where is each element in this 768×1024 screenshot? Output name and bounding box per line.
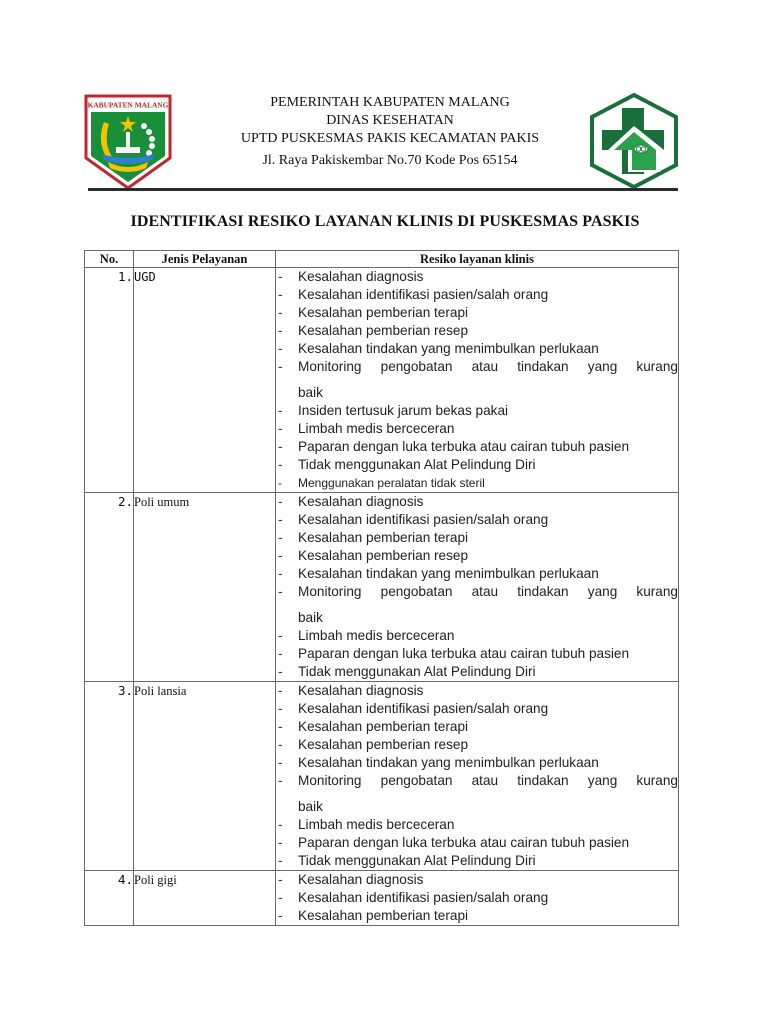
risk-list	[276, 493, 678, 681]
risk-item: - Paparan dengan luka terbuka atau cairan tubuh pasien	[276, 438, 678, 456]
risk-item: - Paparan dengan luka terbuka atau cairan tubuh pasien	[276, 834, 678, 852]
risk-list-cell	[276, 493, 679, 682]
table-row	[85, 493, 679, 682]
risk-item: - Monitoring pengobatan atau tindakan yang kurang	[276, 772, 678, 790]
risk-item: - Tidak menggunakan Alat Pelindung Diri	[276, 852, 678, 870]
risk-item: - Kesalahan identifikasi pasien/salah orang	[276, 286, 678, 304]
row-number: 1.	[85, 268, 134, 493]
risk-list	[276, 682, 678, 870]
letterhead-address: Jl. Raya Pakiskembar No.70 Kode Pos 65154	[262, 153, 518, 168]
risk-item: - Kesalahan diagnosis	[276, 493, 678, 511]
risk-item: - Paparan dengan luka terbuka atau cairan tubuh pasien	[276, 645, 678, 663]
letterhead-department: DINAS KESEHATAN	[326, 113, 454, 128]
risk-item: - Monitoring pengobatan atau tindakan yang kurang	[276, 583, 678, 601]
risk-item: - Limbah medis berceceran	[276, 420, 678, 438]
row-number: 4.	[85, 871, 134, 926]
risk-item: - Kesalahan diagnosis	[276, 268, 678, 286]
risk-item: - Limbah medis berceceran	[276, 627, 678, 645]
risk-item: - Tidak menggunakan Alat Pelindung Diri	[276, 663, 678, 681]
risk-item: - Kesalahan pemberian terapi	[276, 304, 678, 322]
risk-item: - Kesalahan identifikasi pasien/salah orang	[276, 511, 678, 529]
risk-item: - Kesalahan tindakan yang menimbulkan perlukaan	[276, 565, 678, 583]
letterhead-government: PEMERINTAH KABUPATEN MALANG	[270, 95, 510, 110]
risk-item-continuation: baik	[298, 385, 323, 400]
service-name: Poli umum	[134, 493, 276, 682]
risk-item: - Tidak menggunakan Alat Pelindung Diri	[276, 456, 678, 474]
clinical-risk-table	[84, 250, 679, 926]
table-header-row	[85, 251, 679, 268]
kabupaten-malang-emblem-icon	[82, 92, 174, 190]
risk-item: - Limbah medis berceceran	[276, 816, 678, 834]
svg-text:KABUPATEN MALANG: KABUPATEN MALANG	[87, 100, 169, 110]
risk-list	[276, 871, 678, 925]
risk-item: - Kesalahan pemberian terapi	[276, 529, 678, 547]
risk-item: - Kesalahan tindakan yang menimbulkan perlukaan	[276, 340, 678, 358]
risk-item: - Kesalahan pemberian resep	[276, 547, 678, 565]
risk-item: - Insiden tertusuk jarum bekas pakai	[276, 402, 678, 420]
risk-item: - Kesalahan identifikasi pasien/salah orang	[276, 889, 678, 907]
risk-item: - Kesalahan pemberian terapi	[276, 718, 678, 736]
risk-list-cell	[276, 871, 679, 926]
letterhead-institution: UPTD PUSKESMAS PAKIS KECAMATAN PAKIS	[240, 131, 540, 146]
risk-item: - Menggunakan peralatan tidak steril	[276, 474, 678, 492]
table-row	[85, 871, 679, 926]
risk-item: - Kesalahan identifikasi pasien/salah orang	[276, 700, 678, 718]
table-row	[85, 682, 679, 871]
risk-item: - Kesalahan tindakan yang menimbulkan perlukaan	[276, 754, 678, 772]
risk-item: - Kesalahan pemberian resep	[276, 736, 678, 754]
document-title: IDENTIFIKASI RESIKO LAYANAN KLINIS DI PUSKESMAS PASKIS	[130, 213, 640, 230]
puskesmas-cross-house-icon	[586, 92, 682, 190]
letterhead-divider	[88, 188, 678, 191]
row-number: 3.	[85, 682, 134, 871]
risk-list-cell	[276, 682, 679, 871]
service-name: UGD	[134, 268, 276, 493]
risk-item: - Monitoring pengobatan atau tindakan yang kurang	[276, 358, 678, 376]
row-number: 2.	[85, 493, 134, 682]
risk-item-continuation: baik	[298, 799, 323, 814]
letterhead-text	[200, 94, 580, 170]
service-name: Poli gigi	[134, 871, 276, 926]
risk-list-cell	[276, 268, 679, 493]
header-service: Jenis Pelayanan	[134, 251, 276, 268]
header-no: No.	[85, 251, 134, 268]
risk-list	[276, 268, 678, 492]
risk-item: - Kesalahan pemberian terapi	[276, 907, 678, 925]
risk-item-continuation: baik	[298, 610, 323, 625]
header-risk: Resiko layanan klinis	[276, 251, 679, 268]
risk-item: - Kesalahan pemberian resep	[276, 322, 678, 340]
service-name: Poli lansia	[134, 682, 276, 871]
table-row	[85, 268, 679, 493]
risk-item: - Kesalahan diagnosis	[276, 871, 678, 889]
risk-item: - Kesalahan diagnosis	[276, 682, 678, 700]
